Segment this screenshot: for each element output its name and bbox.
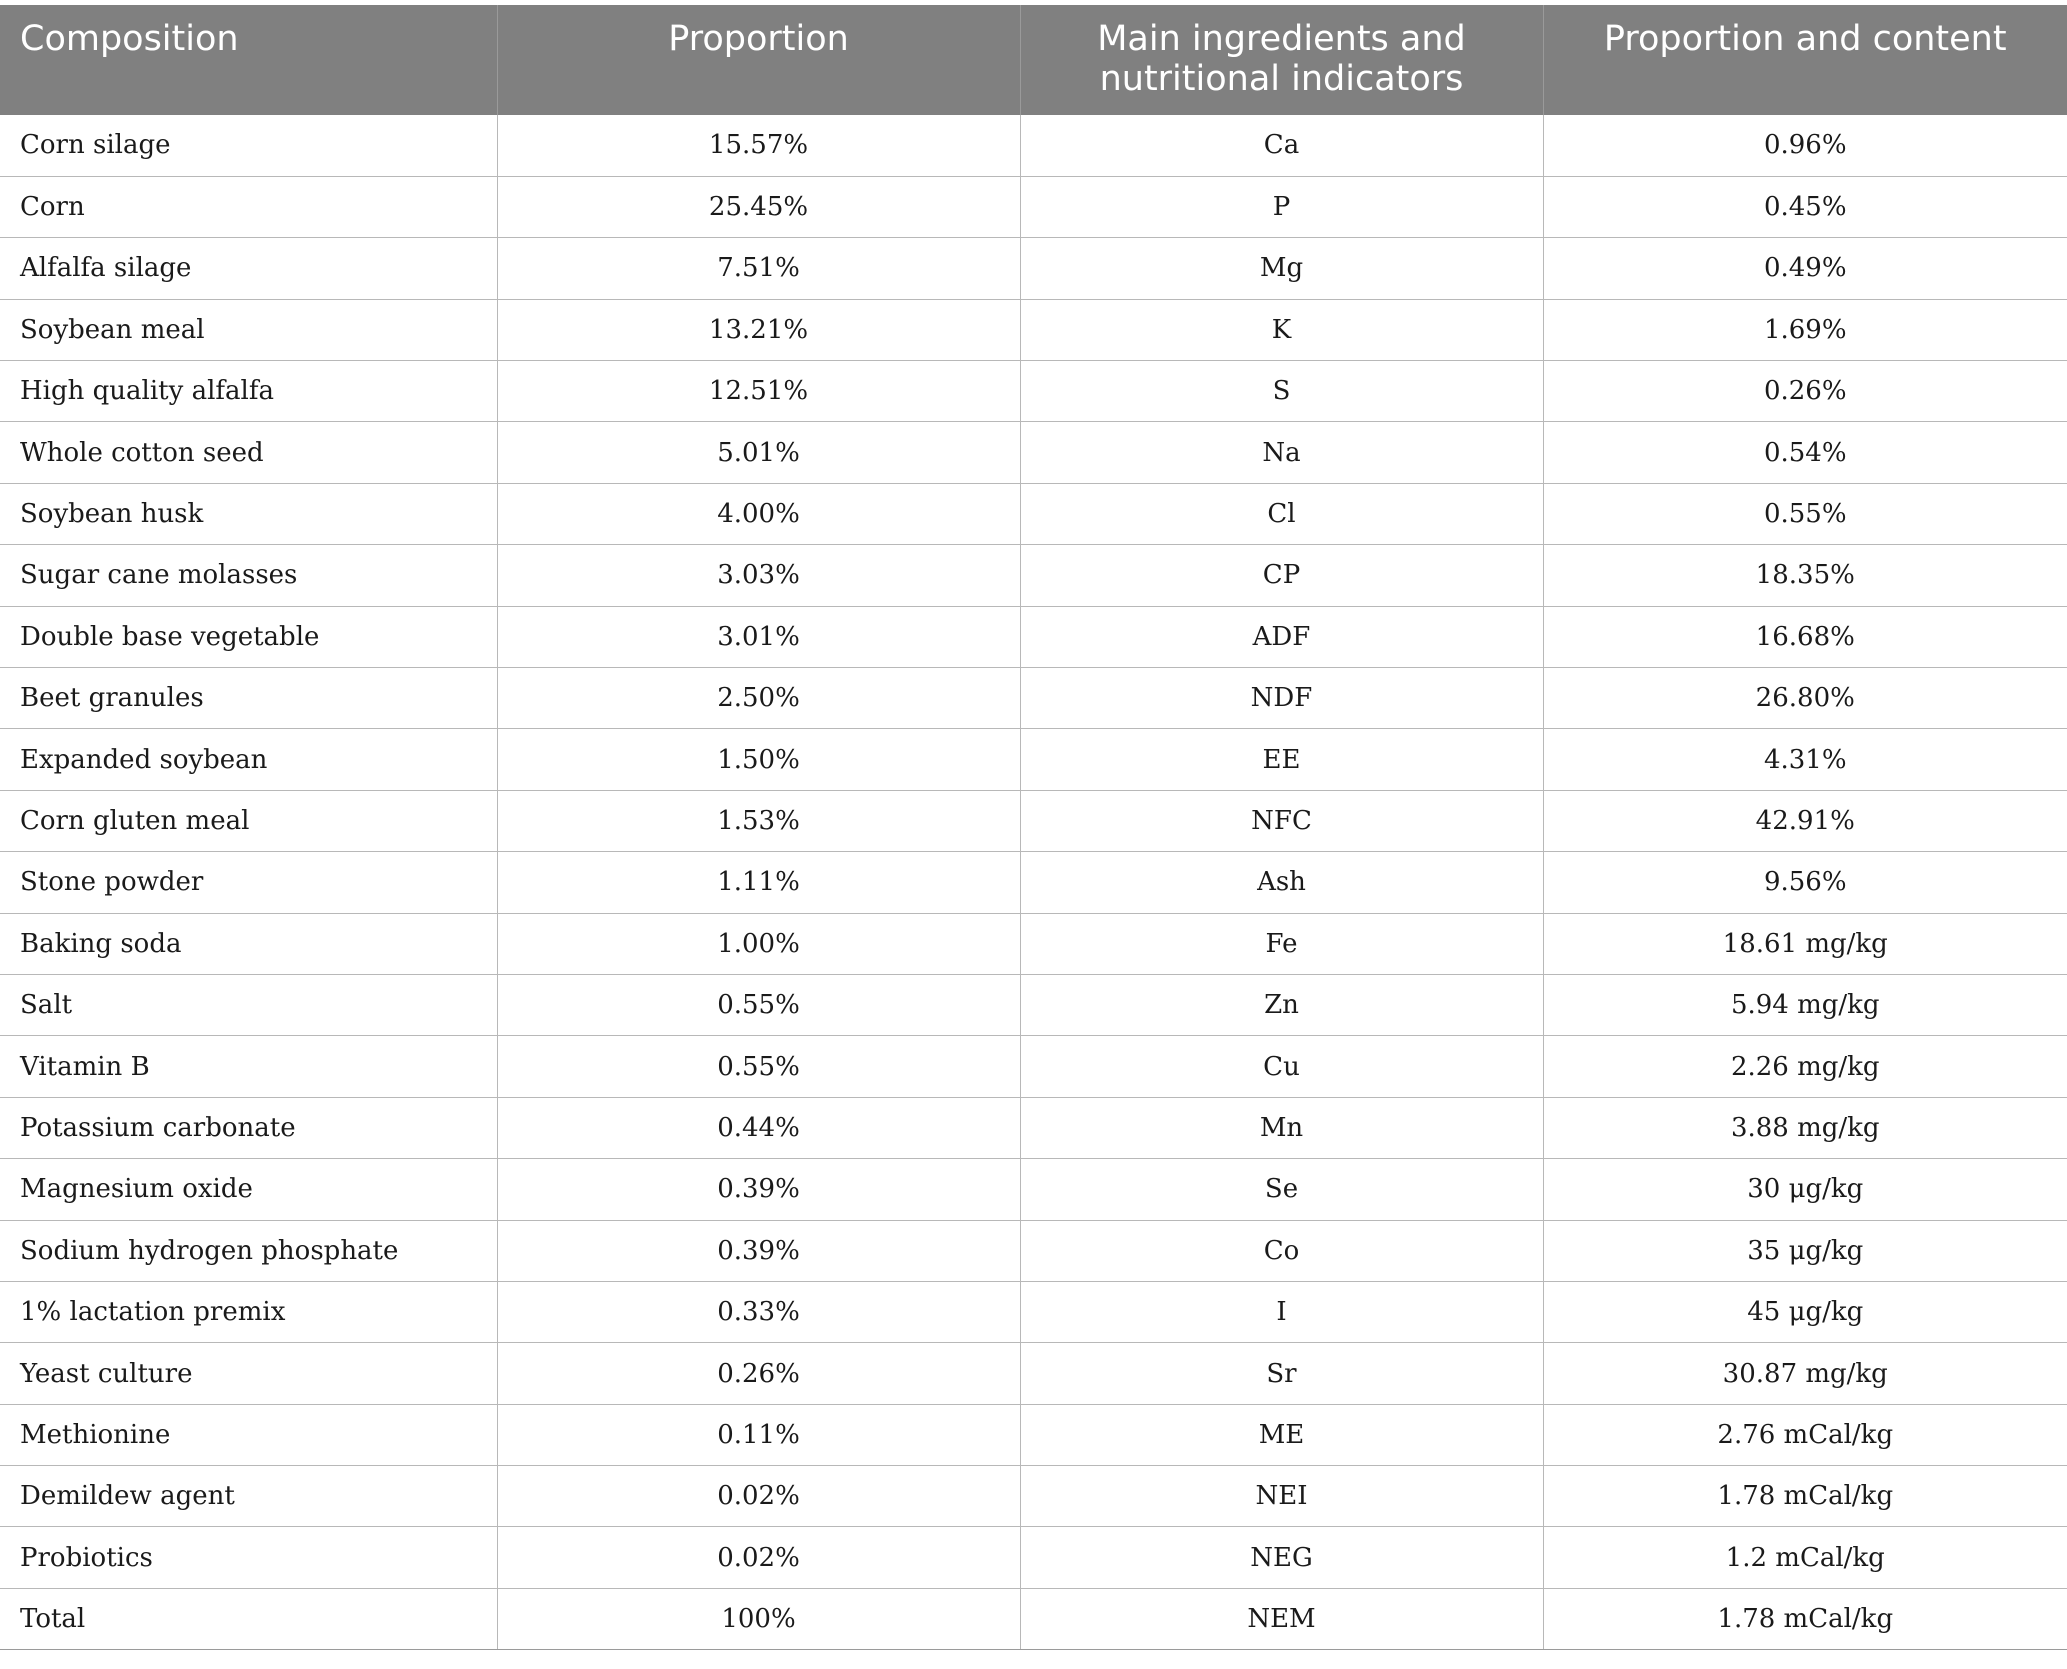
ingredient-cell: ME xyxy=(1020,1404,1543,1465)
content-cell: 5.94 mg/kg xyxy=(1543,974,2067,1035)
ingredient-cell: Fe xyxy=(1020,913,1543,974)
table-row xyxy=(0,1281,2067,1342)
ingredient-cell: ADF xyxy=(1020,606,1543,667)
ingredient-cell: I xyxy=(1020,1281,1543,1342)
table-row xyxy=(0,422,2067,483)
content-cell: 18.61 mg/kg xyxy=(1543,913,2067,974)
feed-composition-table xyxy=(0,5,2067,1650)
table-row xyxy=(0,299,2067,360)
table-row xyxy=(0,1527,2067,1588)
content-cell: 42.91% xyxy=(1543,790,2067,851)
ingredient-cell: NEI xyxy=(1020,1466,1543,1527)
proportion-cell: 1.50% xyxy=(497,729,1020,790)
composition-cell: Soybean meal xyxy=(0,299,497,360)
content-cell: 26.80% xyxy=(1543,668,2067,729)
proportion-cell: 100% xyxy=(497,1588,1020,1649)
table-row xyxy=(0,1588,2067,1649)
composition-cell: Methionine xyxy=(0,1404,497,1465)
ingredient-cell: Ash xyxy=(1020,852,1543,913)
ingredient-cell: Se xyxy=(1020,1159,1543,1220)
content-cell: 0.54% xyxy=(1543,422,2067,483)
proportion-cell: 13.21% xyxy=(497,299,1020,360)
content-cell: 16.68% xyxy=(1543,606,2067,667)
composition-cell: Sugar cane molasses xyxy=(0,545,497,606)
ingredient-cell: NEM xyxy=(1020,1588,1543,1649)
ingredient-cell: NFC xyxy=(1020,790,1543,851)
composition-cell: Stone powder xyxy=(0,852,497,913)
data-table-container xyxy=(0,5,2067,1650)
content-cell: 9.56% xyxy=(1543,852,2067,913)
proportion-cell: 15.57% xyxy=(497,115,1020,176)
composition-cell: High quality alfalfa xyxy=(0,361,497,422)
table-row xyxy=(0,729,2067,790)
composition-cell: Corn xyxy=(0,176,497,237)
content-cell: 1.78 mCal/kg xyxy=(1543,1588,2067,1649)
proportion-cell: 3.03% xyxy=(497,545,1020,606)
composition-cell: Total xyxy=(0,1588,497,1649)
composition-cell: Probiotics xyxy=(0,1527,497,1588)
proportion-cell: 5.01% xyxy=(497,422,1020,483)
content-cell: 4.31% xyxy=(1543,729,2067,790)
proportion-cell: 0.02% xyxy=(497,1527,1020,1588)
proportion-cell: 0.39% xyxy=(497,1220,1020,1281)
content-cell: 2.76 mCal/kg xyxy=(1543,1404,2067,1465)
proportion-cell: 1.53% xyxy=(497,790,1020,851)
proportion-cell: 0.26% xyxy=(497,1343,1020,1404)
composition-cell: Soybean husk xyxy=(0,483,497,544)
composition-cell: Alfalfa silage xyxy=(0,238,497,299)
ingredient-cell: Na xyxy=(1020,422,1543,483)
proportion-cell: 0.02% xyxy=(497,1466,1020,1527)
ingredient-cell: Cu xyxy=(1020,1036,1543,1097)
table-header xyxy=(0,5,2067,115)
ingredient-cell: Zn xyxy=(1020,974,1543,1035)
proportion-cell: 12.51% xyxy=(497,361,1020,422)
table-row xyxy=(0,913,2067,974)
composition-cell: Double base vegetable xyxy=(0,606,497,667)
table-row xyxy=(0,1220,2067,1281)
proportion-cell: 3.01% xyxy=(497,606,1020,667)
table-row xyxy=(0,545,2067,606)
table-body xyxy=(0,115,2067,1650)
ingredient-cell: P xyxy=(1020,176,1543,237)
ingredient-cell: Ca xyxy=(1020,115,1543,176)
table-row xyxy=(0,1343,2067,1404)
ingredient-cell: Mg xyxy=(1020,238,1543,299)
composition-cell: Yeast culture xyxy=(0,1343,497,1404)
content-cell: 1.69% xyxy=(1543,299,2067,360)
table-row xyxy=(0,790,2067,851)
header-proportion-content: Proportion and content xyxy=(1543,5,2067,115)
composition-cell: Demildew agent xyxy=(0,1466,497,1527)
proportion-cell: 7.51% xyxy=(497,238,1020,299)
table-row xyxy=(0,115,2067,176)
table-row xyxy=(0,1466,2067,1527)
content-cell: 35 μg/kg xyxy=(1543,1220,2067,1281)
proportion-cell: 0.39% xyxy=(497,1159,1020,1220)
composition-cell: Expanded soybean xyxy=(0,729,497,790)
content-cell: 30 μg/kg xyxy=(1543,1159,2067,1220)
ingredient-cell: NEG xyxy=(1020,1527,1543,1588)
content-cell: 45 μg/kg xyxy=(1543,1281,2067,1342)
ingredient-cell: K xyxy=(1020,299,1543,360)
content-cell: 3.88 mg/kg xyxy=(1543,1097,2067,1158)
table-row xyxy=(0,1404,2067,1465)
table-row xyxy=(0,1159,2067,1220)
table-row xyxy=(0,238,2067,299)
content-cell: 0.96% xyxy=(1543,115,2067,176)
proportion-cell: 1.11% xyxy=(497,852,1020,913)
table-row xyxy=(0,852,2067,913)
ingredient-cell: Co xyxy=(1020,1220,1543,1281)
proportion-cell: 2.50% xyxy=(497,668,1020,729)
proportion-cell: 0.55% xyxy=(497,974,1020,1035)
content-cell: 18.35% xyxy=(1543,545,2067,606)
table-row xyxy=(0,483,2067,544)
composition-cell: Beet granules xyxy=(0,668,497,729)
composition-cell: Whole cotton seed xyxy=(0,422,497,483)
composition-cell: Corn gluten meal xyxy=(0,790,497,851)
ingredient-cell: Mn xyxy=(1020,1097,1543,1158)
ingredient-cell: Sr xyxy=(1020,1343,1543,1404)
content-cell: 1.78 mCal/kg xyxy=(1543,1466,2067,1527)
content-cell: 0.45% xyxy=(1543,176,2067,237)
header-proportion: Proportion xyxy=(497,5,1020,115)
composition-cell: Corn silage xyxy=(0,115,497,176)
content-cell: 0.49% xyxy=(1543,238,2067,299)
table-row xyxy=(0,361,2067,422)
proportion-cell: 0.44% xyxy=(497,1097,1020,1158)
ingredient-cell: Cl xyxy=(1020,483,1543,544)
table-row xyxy=(0,668,2067,729)
table-row xyxy=(0,176,2067,237)
content-cell: 30.87 mg/kg xyxy=(1543,1343,2067,1404)
composition-cell: Sodium hydrogen phosphate xyxy=(0,1220,497,1281)
proportion-cell: 0.55% xyxy=(497,1036,1020,1097)
table-row xyxy=(0,1097,2067,1158)
proportion-cell: 0.33% xyxy=(497,1281,1020,1342)
proportion-cell: 4.00% xyxy=(497,483,1020,544)
ingredient-cell: CP xyxy=(1020,545,1543,606)
table-row xyxy=(0,1036,2067,1097)
content-cell: 0.26% xyxy=(1543,361,2067,422)
table-row xyxy=(0,606,2067,667)
ingredient-cell: EE xyxy=(1020,729,1543,790)
composition-cell: Salt xyxy=(0,974,497,1035)
composition-cell: Potassium carbonate xyxy=(0,1097,497,1158)
proportion-cell: 1.00% xyxy=(497,913,1020,974)
content-cell: 2.26 mg/kg xyxy=(1543,1036,2067,1097)
table-row xyxy=(0,974,2067,1035)
ingredient-cell: NDF xyxy=(1020,668,1543,729)
proportion-cell: 25.45% xyxy=(497,176,1020,237)
composition-cell: Vitamin B xyxy=(0,1036,497,1097)
composition-cell: Magnesium oxide xyxy=(0,1159,497,1220)
header-composition: Composition xyxy=(0,5,497,115)
content-cell: 1.2 mCal/kg xyxy=(1543,1527,2067,1588)
proportion-cell: 0.11% xyxy=(497,1404,1020,1465)
composition-cell: Baking soda xyxy=(0,913,497,974)
content-cell: 0.55% xyxy=(1543,483,2067,544)
header-main-ingredients: Main ingredients and nutritional indicators xyxy=(1020,5,1543,115)
composition-cell: 1% lactation premix xyxy=(0,1281,497,1342)
header-row xyxy=(0,5,2067,115)
ingredient-cell: S xyxy=(1020,361,1543,422)
